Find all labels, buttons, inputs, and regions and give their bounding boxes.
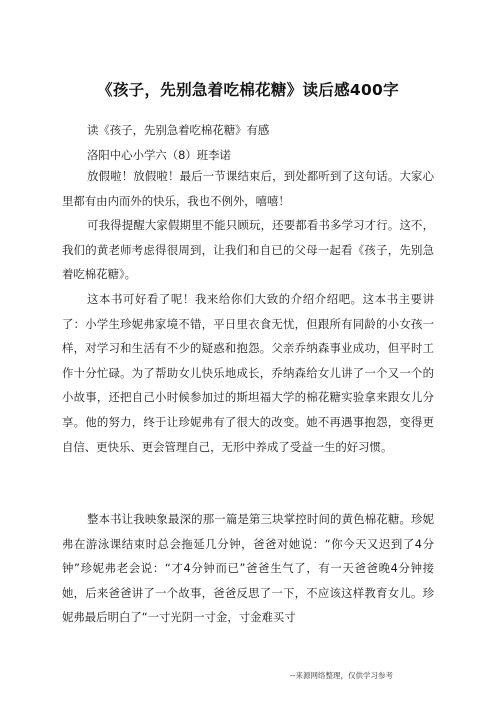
document-subtitle: 读《孩子，先别急着吃棉花糖》有感 [87, 123, 270, 137]
author-line: 洛阳中心小学六（8）班李诺 [87, 148, 231, 162]
paragraph-4: 整本书让我映象最深的那一篇是第三块掌控时间的黄色棉花糖。珍妮弗在游泳课结束时总会拖延几分钟，爸爸对她说：“你今天又迟到了4分钟”珍妮弗老会说：“才4分钟而已”爸爸生气了，有一天爸爸晚4分钟接她，后来爸爸讲了一个故事，爸爸反思了一下，不应该这样教育女儿。珍妮弗最后明白了“一寸光阴一寸金，寸金难买寸 [62, 512, 434, 625]
document-title: 《孩子，先别急着吃棉花糖》读后感400字 [97, 81, 399, 99]
paragraph-1: 放假啦！放假啦！最后一节课结束后，到处都听到了这句话。大家心里都有由内而外的快乐，我也不例外，嘻嘻！ [62, 169, 434, 208]
source-footer: --来源网络整理，仅供学习参考 [290, 671, 393, 680]
paragraph-3: 这本书可好看了呢！我来给你们大致的介绍介绍吧。这本书主要讲了：小学生珍妮弗家境不错，平日里衣食无忧，但跟所有同龄的小女孩一样，对学习和生活有不少的疑惑和抱怨。父亲乔纳森事业成功，但平时工作十分忙碌。为了帮助女儿快乐地成长，乔纳森给女儿讲了一个又一个的小故事，还把自己小时候参加过的斯坦福大学的棉花糖实验拿来跟女儿分享。他的努力，终于让珍妮弗有了很大的改变。她不再遇事抱怨，变得更自信、更快乐、更会管理自己，无形中养成了受益一生的好习惯。 [62, 292, 434, 454]
paragraph-2: 可我得提醒大家假期里不能只顾玩，还要都看书多学习才行。这不，我们的黄老师考虑得很周到，让我们和自已的父母一起看《孩子，先别急着吃棉花糖》。 [62, 218, 434, 282]
